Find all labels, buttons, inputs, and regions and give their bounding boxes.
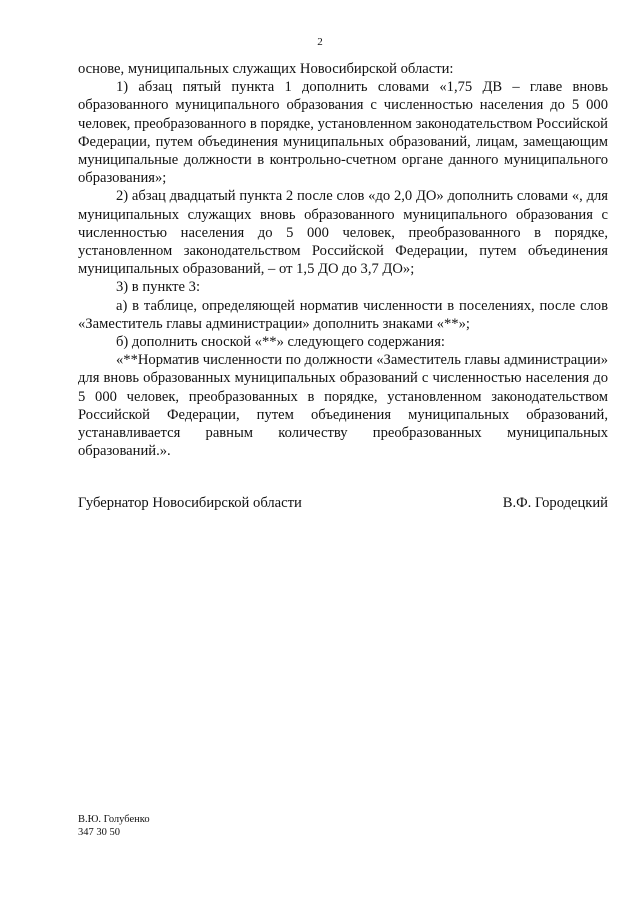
executor-phone: 347 30 50 — [78, 826, 120, 838]
page-number: 2 — [317, 36, 323, 48]
paragraph-subitem-a: а) в таблице, определяющей норматив численности в поселениях, после слов «Заместитель главы администрации» дополнить знаками «**»; — [78, 297, 608, 332]
signatory-name: В.Ф. Городецкий — [502, 495, 608, 511]
executor-block — [78, 814, 150, 839]
paragraph-item-1: 1) абзац пятый пункта 1 дополнить словами «1,75 ДВ – главе вновь образованного муниципального образования с численностью населения до 5 000 человек, преобразованного в порядке, установленном законодательством Российской Федерации, путем объединения муниципальных образований, лицам, замещающим муниципальные должности в контрольно-счетном органе данного муниципального образования»; — [78, 79, 608, 187]
paragraph-continuation: основе, муниципальных служащих Новосибирской области: — [78, 61, 454, 77]
signatory-position: Губернатор Новосибирской области — [78, 495, 302, 511]
paragraph-item-3: 3) в пункте 3: — [116, 279, 201, 296]
paragraph-subitem-b: б) дополнить сноской «**» следующего содержания: — [116, 334, 445, 351]
document-body — [78, 60, 608, 460]
executor-name: В.Ю. Голубенко — [78, 814, 150, 825]
signature-block — [78, 494, 608, 512]
paragraph-item-2: 2) абзац двадцатый пункта 2 после слов «до 2,0 ДО» дополнить словами «, для муниципальных служащих вновь образованного муниципального образования с численностью населения до 5 000 человек, преобразованного в порядке, установленном законодательством Российской Федерации, путем объединения муниципальных образований, – от 1,5 ДО до 3,7 ДО»; — [78, 188, 608, 278]
paragraph-footnote-text: «**Норматив численности по должности «Заместитель главы администрации» для вновь образованных муниципальных образований с численностью населения до 5 000 человек, преобразованных в порядке, установленном законодательством Российской Федерации, путем объединения муниципальных образований, устанавливается равным количеству преобразованных муниципальных образований.». — [78, 352, 608, 460]
